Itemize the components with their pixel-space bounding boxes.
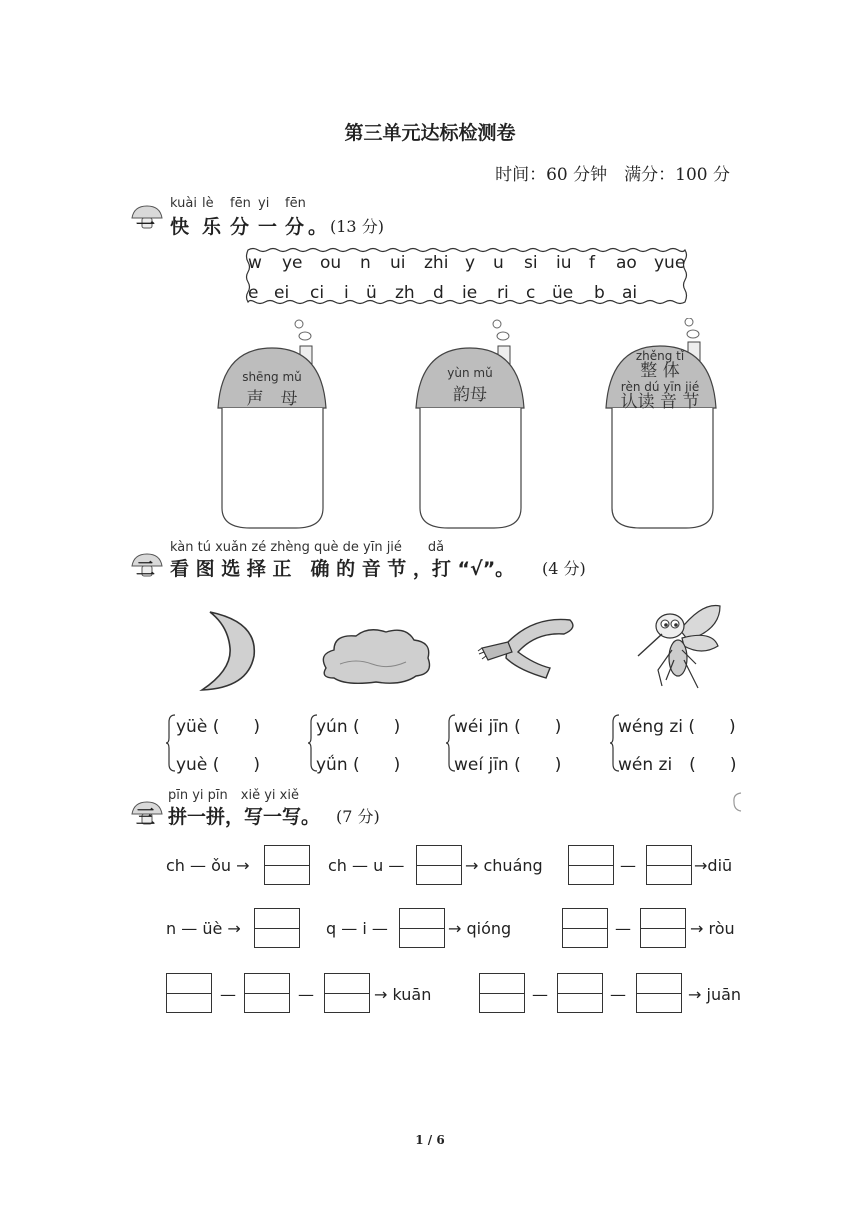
option-scarf-2[interactable]: weí jīn ( ) <box>454 755 562 775</box>
section2-heading: 二 kàn tú xuǎn zé zhèng què de yīn jié dǎ 看 图 选 择 正 确 的 音 节 ，打 “√”。 (4 分) <box>130 536 610 566</box>
house-yunmu <box>408 318 533 533</box>
section-score: (13 分) <box>330 217 384 236</box>
write-box[interactable] <box>557 973 603 1013</box>
options-area <box>166 712 766 774</box>
mosquito-icon <box>632 600 724 690</box>
house-yunmu-label: yùn mǔ 韵母 <box>447 366 493 405</box>
option-moon-1[interactable]: yüè ( ) <box>176 717 260 737</box>
write-box[interactable] <box>264 845 310 885</box>
brace-icon <box>166 714 176 772</box>
scarf-icon <box>474 612 580 682</box>
section1-heading: 一 kuài lè fēn yi fēn 快 乐 分 一 分 。 (13 分) <box>130 196 530 226</box>
section-score: (4 分) <box>542 559 586 578</box>
write-box[interactable] <box>562 908 608 948</box>
option-moon-2[interactable]: yuè ( ) <box>176 755 260 775</box>
write-box[interactable] <box>399 908 445 948</box>
page-number: 1 / 6 <box>415 1133 445 1147</box>
section-score: (7 分) <box>336 807 380 826</box>
section-number: 一 <box>136 214 156 236</box>
option-cloud-1[interactable]: yún ( ) <box>316 717 401 737</box>
write-box[interactable] <box>244 973 290 1013</box>
write-box[interactable] <box>636 973 682 1013</box>
page-title: 第三单元达标检测卷 <box>344 122 516 144</box>
write-box[interactable] <box>640 908 686 948</box>
cloud-icon <box>316 624 436 688</box>
house-shengmu <box>210 318 335 533</box>
write-box[interactable] <box>479 973 525 1013</box>
write-box[interactable] <box>254 908 300 948</box>
page-edge-mark <box>732 792 742 812</box>
write-box[interactable] <box>646 845 692 885</box>
house-zhengti-label: zhěng tǐ 整 体 rèn dú yīn jié 认读 音 节 <box>620 349 700 412</box>
moon-icon <box>188 608 264 694</box>
section3-heading: 三 pīn yi pīn xiě yi xiě 拼一拼，写一写。 (7 分) <box>130 784 430 814</box>
write-box[interactable] <box>568 845 614 885</box>
write-box[interactable] <box>416 845 462 885</box>
exam-meta: 时间：60 分钟 满分：100 分 <box>495 165 730 185</box>
option-cloud-2[interactable]: yǘn ( ) <box>316 755 401 775</box>
write-box[interactable] <box>324 973 370 1013</box>
option-mosquito-1[interactable]: wéng zi ( ) <box>618 717 736 737</box>
option-scarf-1[interactable]: wéi jīn ( ) <box>454 717 562 737</box>
option-mosquito-2[interactable]: wén zi ( ) <box>618 755 737 775</box>
write-box[interactable] <box>166 973 212 1013</box>
house-shengmu-label: shēng mǔ 声 母 <box>242 370 302 409</box>
